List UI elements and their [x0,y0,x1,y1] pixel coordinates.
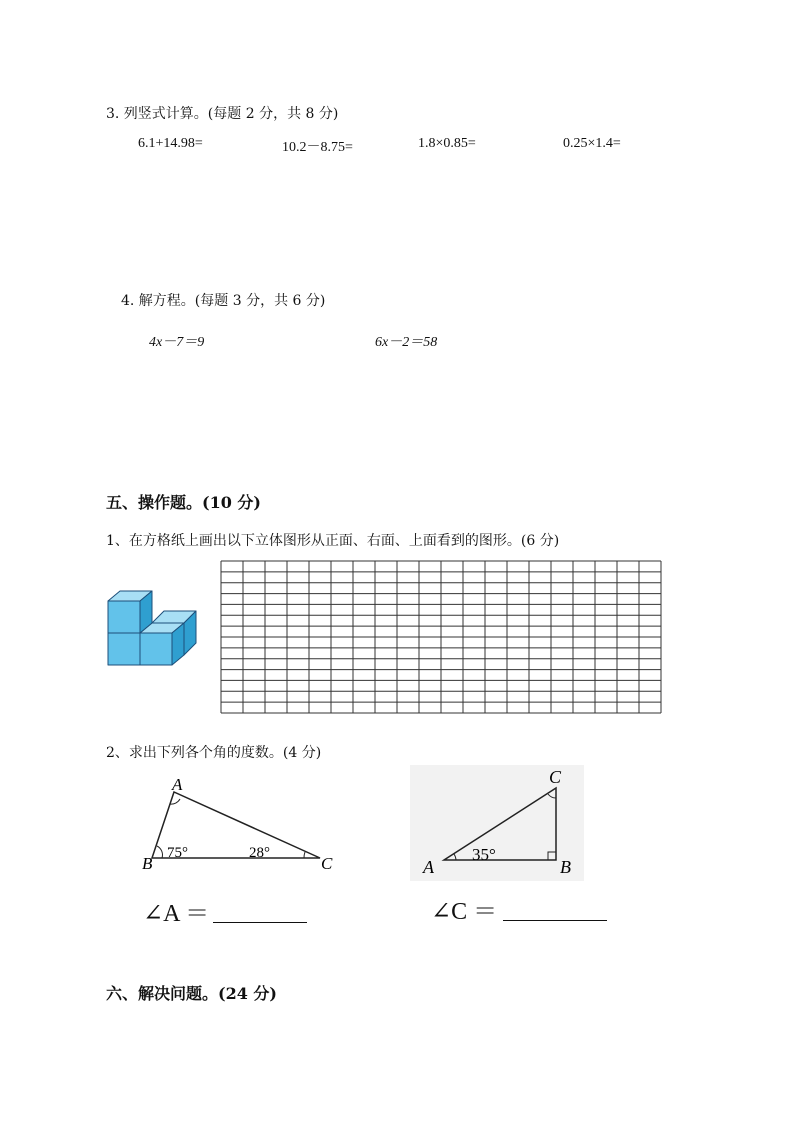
section5-q2: 2、求出下列各个角的度数。(4 分) [106,745,322,761]
triangle-abc-figure [138,770,338,880]
angle-a-value: 35° [472,845,496,864]
angle-b-arc [157,846,162,858]
vertex-a-label: A [172,775,183,794]
answer-angle-a-blank[interactable] [213,921,307,923]
vertex-b-label: B [142,854,153,873]
vertex-c-label: C [321,854,333,873]
q3-item-4: 0.25×1.4= [563,136,621,151]
cube-front-face-upper [108,601,140,633]
answer-angle-c-blank[interactable] [503,919,607,921]
cube-front-face-lower-left [108,633,140,665]
angle-c-arc [304,852,305,858]
right-triangle-abc-figure [410,765,584,881]
cube-solid-figure [100,585,210,673]
q3-item-3: 1.8×0.85= [418,136,476,151]
q3-item-2: 10.2－8.75= [282,140,353,155]
q4-equation-1: 4x－7＝9 [149,335,205,350]
q4-equation-2: 6x－2＝58 [375,335,438,350]
vertex-a-label: A [423,857,434,877]
angle-c-value: 28° [249,845,270,861]
vertex-c-label: C [549,767,562,787]
section5-title: 五、操作题。(10 分) [106,493,261,512]
angle-b-value: 75° [167,845,188,861]
section5-q1: 1、在方格纸上画出以下立体图形从正面、右面、上面看到的图形。(6 分) [106,533,560,549]
answer-angle-a [143,893,307,928]
vertex-b-label: B [560,857,571,877]
cube-front-face-lower-right [140,633,172,665]
q4-heading: 4. 解方程。(每题 3 分，共 6 分) [121,293,326,309]
answer-angle-c [431,891,607,926]
answer-angle-a-label: ∠A ＝ [143,901,210,927]
answer-angle-c-label: ∠C ＝ [431,899,498,925]
q3-heading: 3. 列竖式计算。(每题 2 分，共 8 分) [106,106,339,122]
section6-title: 六、解决问题。(24 分) [106,984,277,1003]
q3-item-1: 6.1+14.98= [138,136,203,151]
grid-paper[interactable] [220,560,662,714]
